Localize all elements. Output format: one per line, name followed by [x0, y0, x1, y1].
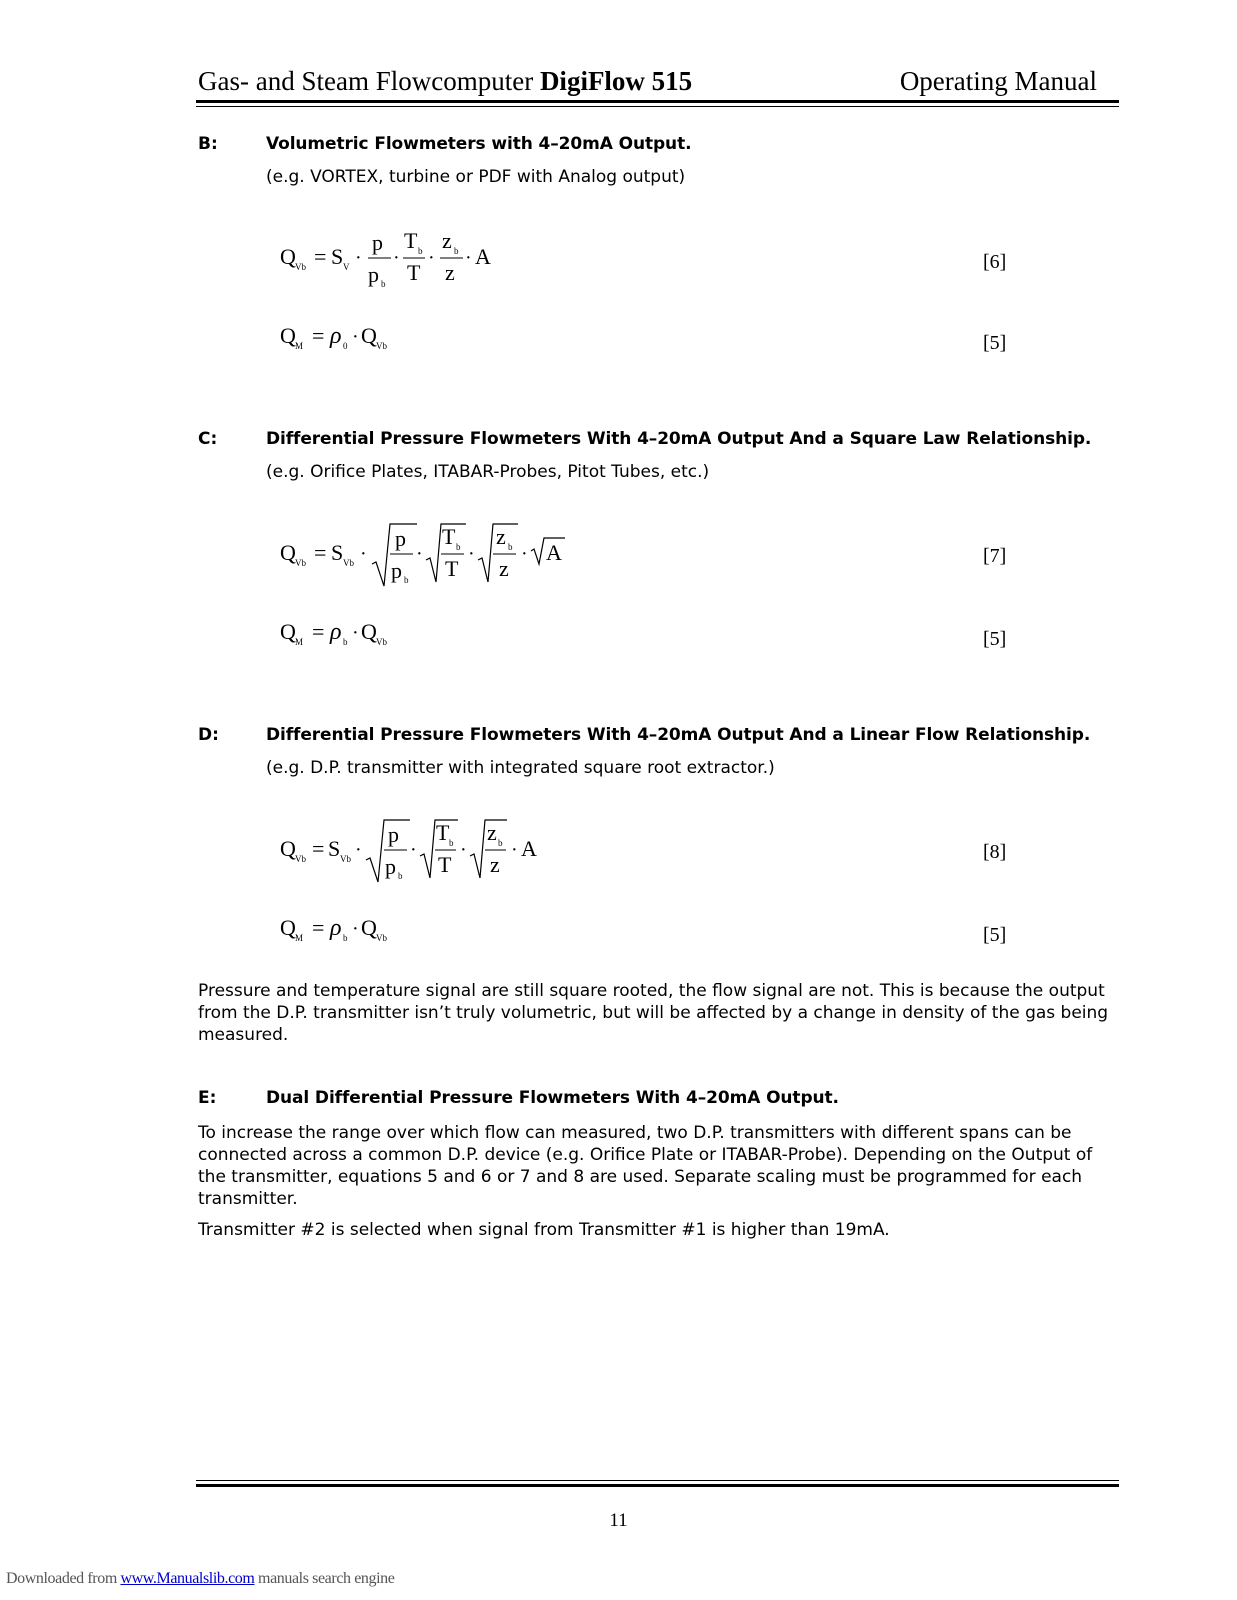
section-e-paragraph: To increase the range over which flow can measured, two D.P. transmitters with different spans can be connected across a common D.P. device (e.g. Orifice Plate or ITABAR-Probe). Depending on the Output of the transmitter, equations 5 and 6 or 7 and 8 are used. Separate scaling must be programmed for each transmitter. [198, 1123, 1093, 1209]
math-symbol: S [328, 836, 341, 861]
math-symbol: · [521, 543, 528, 565]
math-symbol: ρ [330, 323, 342, 349]
math-symbol: · [393, 247, 400, 269]
math-symbol: Q [280, 540, 296, 565]
math-symbol: z [499, 556, 509, 581]
math-symbol: p [372, 230, 383, 255]
section-d-title: Differential Pressure Flowmeters With 4–20mA Output And a Linear Flow Relationship. [266, 725, 1091, 745]
math-symbol: b [449, 838, 454, 848]
math-symbol: = [312, 836, 325, 861]
header-title-product: DigiFlow 515 [539, 66, 693, 96]
math-symbol: p [395, 526, 406, 551]
math-symbol: M [295, 341, 304, 351]
math-symbol: M [295, 637, 304, 647]
math-symbol: Vb [295, 262, 306, 272]
math-symbol: · [410, 839, 417, 861]
math-symbol: Q [280, 244, 296, 269]
math-symbol: 0 [343, 341, 348, 351]
math-symbol: b [456, 542, 461, 552]
math-symbol: Q [280, 836, 296, 861]
equation-7 [280, 520, 580, 600]
math-symbol: · [468, 543, 475, 565]
math-symbol: Q [361, 915, 377, 940]
math-symbol: Vb [295, 854, 306, 864]
download-footer [6, 1570, 394, 1588]
section-d-letter: D: [198, 725, 219, 745]
section-c-letter: C: [198, 429, 218, 449]
math-symbol: b [343, 637, 348, 647]
math-symbol: · [355, 839, 362, 861]
math-symbol: b [508, 542, 513, 552]
math-symbol: · [465, 247, 472, 269]
equation-6 [280, 228, 520, 298]
math-symbol: · [416, 543, 423, 565]
math-symbol: b [418, 246, 423, 256]
math-symbol: Vb [376, 933, 387, 943]
math-symbol: T [445, 556, 459, 581]
manualslib-link[interactable]: www.Manualslib.com [120, 1570, 255, 1587]
math-symbol: A [521, 836, 537, 861]
math-symbol: b [404, 575, 409, 585]
header-manual-label: Operating Manual [899, 66, 1097, 96]
math-symbol: · [460, 839, 467, 861]
math-symbol: · [428, 247, 435, 269]
math-symbol: Vb [343, 558, 354, 568]
header-title-plain: Gas- and Steam Flowcomputer [198, 66, 540, 96]
equation-8 [280, 816, 580, 896]
math-symbol: Vb [376, 637, 387, 647]
equation-number: [5] [983, 332, 1007, 354]
math-symbol: = [314, 540, 327, 565]
math-symbol: b [454, 246, 459, 256]
math-symbol: · [352, 326, 359, 348]
math-symbol: · [511, 839, 518, 861]
math-symbol: ρ [330, 915, 342, 941]
math-symbol: p [368, 262, 379, 287]
section-b-letter: B: [198, 134, 218, 154]
math-symbol: p [385, 854, 396, 879]
header-title [198, 66, 692, 97]
math-symbol: Q [280, 323, 296, 348]
header-rule-thick [196, 100, 1119, 103]
math-symbol: M [295, 933, 304, 943]
math-symbol: z [496, 524, 506, 549]
math-symbol: A [546, 540, 562, 565]
section-e-title: Dual Differential Pressure Flowmeters With 4–20mA Output. [266, 1088, 839, 1108]
math-symbol: T [442, 524, 456, 549]
math-symbol: T [438, 852, 452, 877]
equation-5 [280, 912, 440, 952]
math-symbol: · [360, 543, 367, 565]
math-symbol: · [352, 622, 359, 644]
math-symbol: A [475, 244, 491, 269]
math-symbol: T [436, 820, 450, 845]
math-symbol: Q [280, 619, 296, 644]
math-symbol: V [343, 262, 350, 272]
math-symbol: = [312, 915, 325, 940]
math-symbol: b [498, 838, 503, 848]
section-e-letter: E: [198, 1088, 217, 1108]
footer-suffix: manuals search engine [254, 1570, 395, 1587]
equation-5 [280, 616, 440, 656]
section-c-title: Differential Pressure Flowmeters With 4–20mA Output And a Square Law Relationship. [266, 429, 1092, 449]
math-symbol: T [404, 228, 418, 253]
equation-number: [6] [983, 251, 1007, 273]
math-symbol: z [442, 228, 452, 253]
math-symbol: p [391, 558, 402, 583]
math-symbol: Vb [340, 854, 351, 864]
math-symbol: z [487, 820, 497, 845]
math-symbol: = [312, 323, 325, 348]
section-e-paragraph: Transmitter #2 is selected when signal from Transmitter #1 is higher than 19mA. [198, 1220, 890, 1240]
page-number: 11 [609, 1510, 628, 1531]
section-d-example: (e.g. D.P. transmitter with integrated square root extractor.) [266, 758, 775, 778]
math-symbol: p [388, 822, 399, 847]
math-symbol: = [312, 619, 325, 644]
math-symbol: · [355, 247, 362, 269]
math-symbol: S [331, 244, 344, 269]
math-symbol: b [343, 933, 348, 943]
math-symbol: = [314, 244, 327, 269]
math-symbol: Vb [295, 558, 306, 568]
section-d-note: Pressure and temperature signal are still square rooted, the flow signal are not. This is because the output from the D.P. transmitter isn’t truly volumetric, but will be affected by a change in density of the gas being measured. [198, 981, 1109, 1045]
math-symbol: Q [361, 323, 377, 348]
math-symbol: S [331, 540, 344, 565]
equation-number: [5] [983, 924, 1007, 946]
footer-rule-thin [196, 1480, 1119, 1481]
math-symbol: · [352, 918, 359, 940]
math-symbol: ρ [330, 619, 342, 645]
equation-number: [8] [983, 841, 1007, 863]
equation-5 [280, 320, 440, 360]
equation-number: [7] [983, 545, 1007, 567]
section-b-example: (e.g. VORTEX, turbine or PDF with Analog output) [266, 167, 686, 187]
math-symbol: Q [280, 915, 296, 940]
math-symbol: Vb [376, 341, 387, 351]
math-symbol: Q [361, 619, 377, 644]
math-symbol: T [407, 260, 421, 285]
footer-prefix: Downloaded from [6, 1570, 121, 1587]
equation-number: [5] [983, 628, 1007, 650]
section-c-example: (e.g. Orifice Plates, ITABAR-Probes, Pitot Tubes, etc.) [266, 462, 710, 482]
math-symbol: z [490, 852, 500, 877]
math-symbol: b [381, 279, 386, 289]
math-symbol: b [398, 871, 403, 881]
section-b-title: Volumetric Flowmeters with 4–20mA Output. [266, 134, 692, 154]
header-rule-thin [196, 106, 1119, 107]
math-symbol: z [445, 260, 455, 285]
footer-rule-thick [196, 1484, 1119, 1487]
